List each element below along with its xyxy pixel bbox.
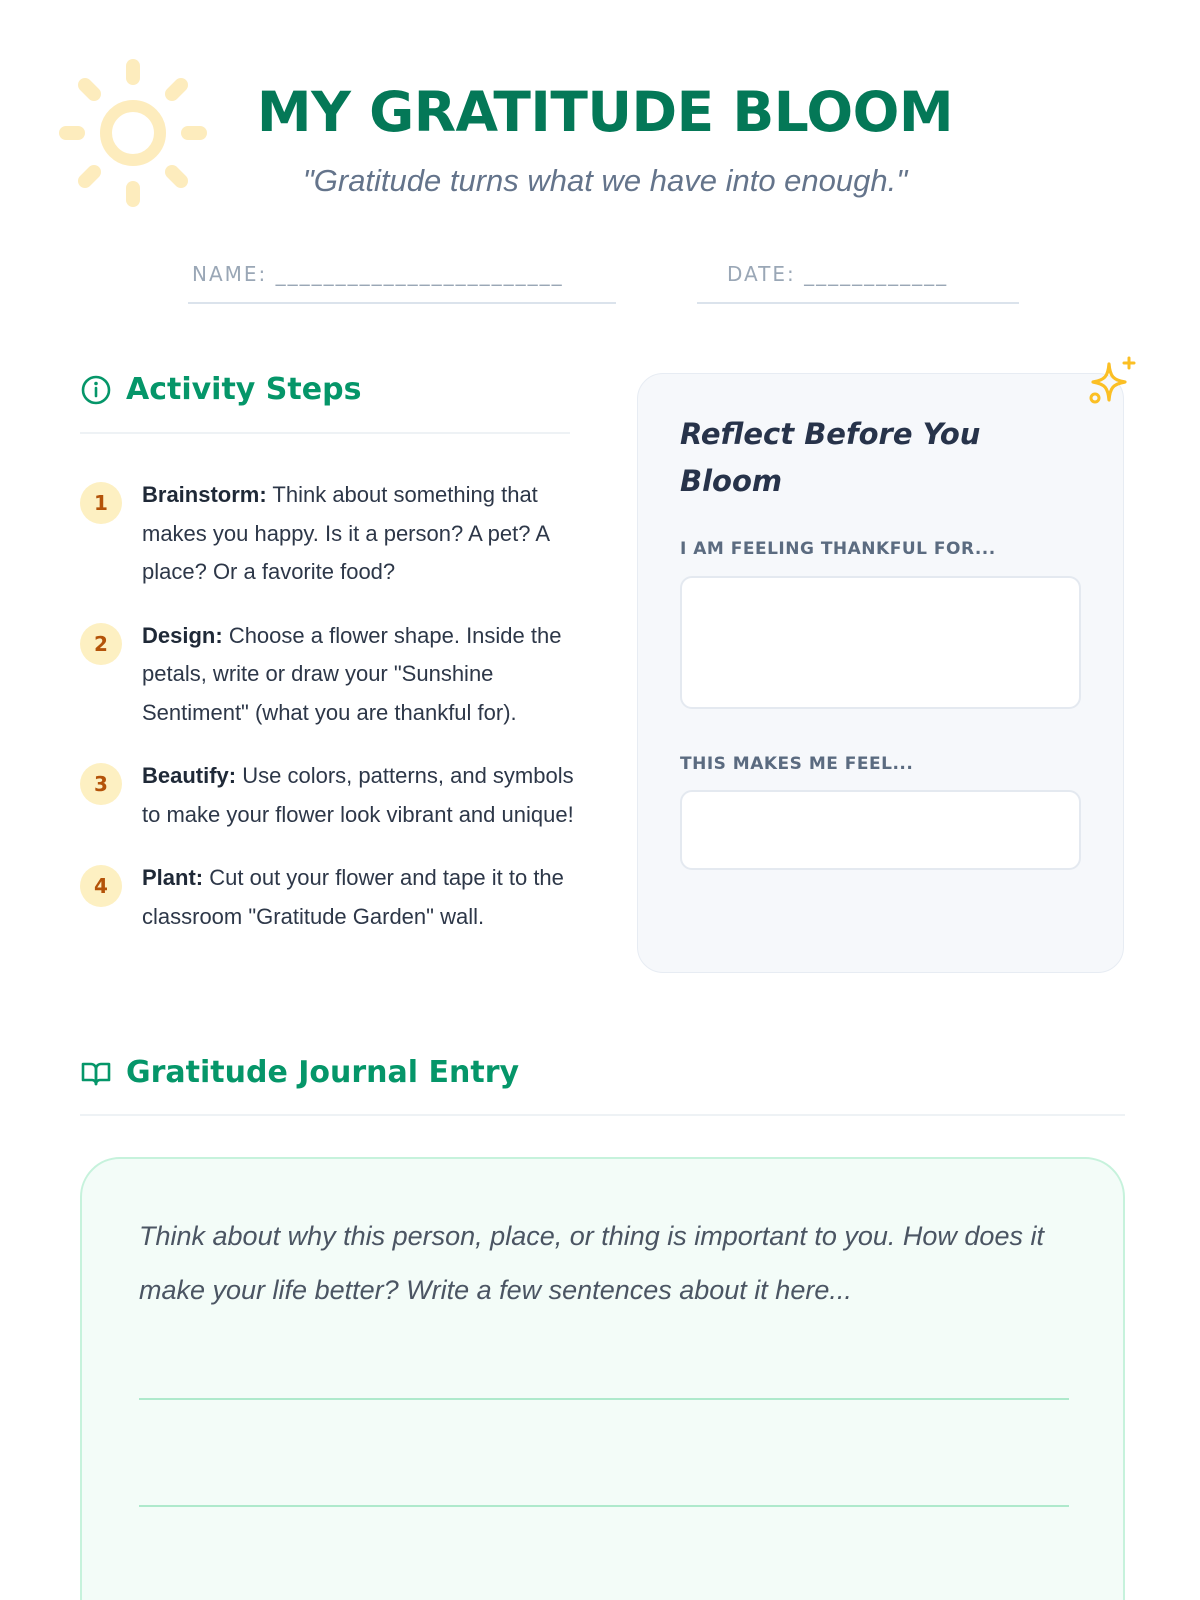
writing-line [139, 1505, 1069, 1507]
name-field[interactable]: NAME: ________________________ [188, 262, 616, 304]
step-text [142, 617, 580, 733]
step-title: Beautify: [142, 763, 237, 788]
step-title: Plant: [142, 865, 204, 890]
divider [80, 1114, 1125, 1116]
divider [80, 432, 570, 434]
step-number-badge: 1 [80, 482, 122, 524]
step-description: Cut out your flower and tape it to the classroom "Gratitude Garden" wall. [142, 865, 564, 929]
step-text [142, 859, 580, 936]
book-open-icon [80, 1057, 112, 1089]
thankful-input[interactable] [680, 576, 1081, 709]
step-item [80, 757, 580, 834]
page-quote: "Gratitude turns what we have into enough." [302, 163, 908, 198]
step-description: Choose a flower shape. Inside the petals, write or draw your "Sunshine Sentiment" (what you are thankful for). [142, 622, 562, 725]
step-text [142, 757, 580, 834]
activity-steps-title: Activity Steps [126, 372, 362, 407]
activity-steps-heading [80, 372, 361, 407]
step-description: Think about something that makes you happy. Is it a person? A pet? A place? Or a favorite food? [142, 482, 549, 584]
info-icon [80, 374, 112, 406]
step-item [80, 476, 580, 592]
journal-heading [80, 1055, 519, 1090]
journal-title: Gratitude Journal Entry [126, 1055, 520, 1090]
step-number-badge: 3 [80, 763, 122, 805]
feel-label: THIS MAKES ME FEEL... [680, 754, 914, 774]
reflect-title: Reflect Before You Bloom [680, 417, 981, 498]
journal-entry-box[interactable] [80, 1157, 1125, 1600]
step-title: Brainstorm: [142, 482, 267, 507]
writing-line [139, 1398, 1069, 1400]
activity-steps-list [80, 476, 580, 961]
journal-prompt: Think about why this person, place, or thing is important to you. How does it make your life better? Write a few sentences about it here... [139, 1221, 1044, 1305]
page-title: MY GRATITUDE BLOOM [256, 80, 954, 144]
step-title: Design: [142, 622, 223, 648]
step-number-badge: 2 [80, 623, 122, 665]
thankful-label: I AM FEELING THANKFUL FOR... [680, 539, 996, 559]
step-description: Use colors, patterns, and symbols to make your flower look vibrant and unique! [142, 763, 574, 827]
step-number-badge: 4 [80, 865, 122, 907]
sparkle-icon [1085, 354, 1139, 408]
step-item [80, 617, 580, 733]
reflect-card [637, 373, 1124, 973]
step-text [142, 476, 580, 592]
feel-input[interactable] [680, 790, 1081, 870]
date-field[interactable]: DATE: ____________ [697, 262, 1019, 304]
step-item [80, 859, 580, 936]
